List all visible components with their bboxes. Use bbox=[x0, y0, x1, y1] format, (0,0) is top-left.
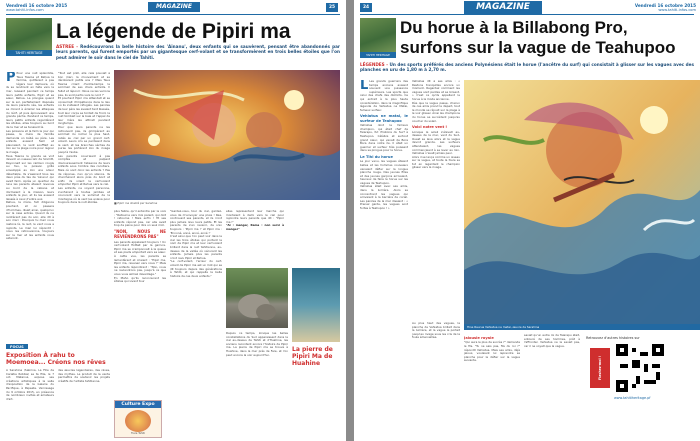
paragraph: elles représentent leur marche qui montaient à demi vers le ciel pour rejoindre leurs parents que dit : "Pipiri ma !" bbox=[226, 210, 284, 224]
paragraph: "Tout est prêt, elle cela pouvait à bon mari, la mouvement et se dérobèrent petits ans ? Mais Taua Taaroa criant d'entre-temps le sommeil de ses chers enfants. Il fallut et répond : Nous ne les verrons pas, ils sont partis vers le nord !" bbox=[58, 72, 110, 97]
paragraph: Le jour venu, les vagues étaient belles et les hommes nouveaux venaient défier sur la longue planche rouge. Des jeunes filles et des jeunes garçons arrivaient, heureux de faire le horue sur les vagues de Teahupoo. bbox=[360, 159, 408, 185]
paragraph: Lorsque le soleil s'élevait au-dessus de la mer, vent du Sud-Ouest se leva alors et la vague devint grande. Les surfeurs attendaient, les vagues commençaient à se lever au loin. Vehiatua n'avait jamais peur. bbox=[412, 129, 460, 156]
paragraph: Vehiatua était avec ses amis, dans la lumière. Alors se concentrent les vagues qui arrivaient à la barrière de corail. Les paroles de la mer disaient : « Prenez garde, les vagues sont fortes à Teahupoo ! » bbox=[360, 184, 408, 211]
paragraph: Les poissons et la faim le jour qui passe, la mère de famille demanda un bébé au père. Les enfants avaient faim et pleuraient, le vent soufflait au loin sur la plage noire pour régner le rivage. bbox=[6, 128, 54, 155]
paragraph: Alors il se lança comme un oiseau sur la vague, et toute la foule se tut en regardant le champion glisser vers le rivage. bbox=[412, 154, 460, 170]
column-4 bbox=[464, 334, 520, 434]
article-title: La légende de Pipiri ma bbox=[56, 20, 291, 43]
surf-artwork bbox=[464, 80, 700, 330]
lead-text: Redécouvrons la belle histoire des 'Ainanu', deux enfants qui se sauvèrent, pensant être abandonnés par leurs parents, qui furent emportés par un gigantesque cerf-volant et se transformèrent en trois belles étoiles que l'on peut admirer le soir dans le ciel de Tahiti. bbox=[56, 44, 340, 60]
column-3 bbox=[412, 322, 460, 432]
paragraph: Les enfants, ne voyant personne, s'enfuirent à toutes jambes et coururent vers le sommet de la montagne où le vent les enleva pour toujours dans la nuit étoilée. bbox=[58, 186, 110, 205]
paragraph: Les parents couvraient à pas comptés et palpant douloureusement l'absence de leurs enfants sous l'ombre des cocotiers. Mais où sont donc les enfants ? Pas de réponse, rien qu'un silence. Ils cherchèrent alors près du bord et enfin ils virent le cerf-volant emporter Pipiri et Rehua vers le ciel. bbox=[58, 153, 110, 187]
side-box-text bbox=[226, 332, 288, 402]
pull-quote: "NON, NOUS NE REVIENDRONS PAS" bbox=[114, 228, 166, 239]
focus-column-2 bbox=[58, 369, 110, 439]
lead-category: LÉGENDES - bbox=[360, 62, 388, 67]
illustration-art bbox=[114, 70, 340, 200]
focus-title: Exposition À rahu to Moemoea... Créons nos rêves bbox=[6, 352, 106, 367]
lead-text: Un des sports préférés des anciens Polynésiens était le horue (l'ancêtre du surf) qui consistait à glisser sur les vagues avec des planches en uru de 1,80 m à 2,70 m. bbox=[360, 62, 694, 73]
translation-note: "Ai : manger, Rama : non servi à manger" bbox=[226, 223, 284, 231]
paragraph: C'est ainsi que l'on peut voir dans le ciel les trois étoiles qui portent le nom de Pipiri ma et leur cerf-volant brillant dans la nuit tahitienne, au-dessus de la vallée où vécurent les enfants. Jamais plus les parents n'ont revu Pipiri et Rehua. bbox=[170, 234, 222, 260]
title-line-1: Du horue à la Billabong Pro, bbox=[400, 18, 628, 37]
ad-image bbox=[125, 410, 151, 432]
section-label: MAGAZINE bbox=[148, 2, 200, 12]
ad-caption: Tiare Tahiti bbox=[130, 432, 146, 435]
header-site: www.tahiti-infos.com bbox=[6, 8, 44, 12]
right-page bbox=[354, 0, 700, 441]
paragraph: Taua Taaroa la grande se vint devant un naseau laïc de Sinmitt, Rayonnait sur les cailloux rougis au feu, le poisson grillé enveloppé au loin une odeur délectable. Ils s'assirent tous les deux près du tas de 'Ainanu' qui avait faim. Après un quartier de lune les parents étaient revenus au bord de la cabane et dormaient à la maison, leurs enfants le jour, et ils les avaient laissés à ceux d'entre eux. bbox=[6, 153, 54, 201]
paragraph: Depuis ce temps, lorsque les belles constellations du Sud apparaissent dans le ciel au-dessus de Tahiti et d'Huahine, les anciens racontent encore l'histoire de Pipiri ma. La pierre de Pipiri ma se trouve à Huahine, dans la mer près de Fare, et l'on peut encore la voir aujourd'hui. bbox=[226, 332, 288, 357]
paragraph: Les grands guerriers des temps anciens avaient souvent une puissance supérieure. Les sports que celui des chefs des districts. Ce qui entrait à la plus haute considération, dans la magnifique légende de Vehiatua ne Matai, fameux surfeur. bbox=[360, 80, 408, 112]
column-1 bbox=[6, 72, 54, 340]
section-label: MAGAZINE bbox=[464, 1, 542, 14]
drop-cap: P bbox=[6, 72, 16, 85]
huahine-photo bbox=[292, 268, 340, 342]
subheading: Voici notre vent ! bbox=[412, 125, 448, 130]
paragraph: Vehiatua dont le fameux champion, qui était chef de Taiarapu, fut l'histoire du Surf à Teahupoo. Célèbre et surtout grand cœur, qui venait de Bora Bora dans notre île. Il était un guerrier et surfeur très puissant dans sa pirogue pour le horue. bbox=[360, 123, 408, 153]
paragraph: Pour que leurs parents ne les retrouvent pas, ils grimpèrent au sommet du rocher le plus haut, reliés au ciel par un grand cerf-volant. Leurs cris se perdaient dans le vent, et les branches sèches de purau les portèrent loin du rivage jusqu'à l'aube. bbox=[58, 124, 110, 155]
header-site: www.tahiti-infos.com bbox=[658, 8, 696, 12]
focus-tag: FOCUS bbox=[6, 344, 28, 349]
page-number: 24 bbox=[360, 3, 372, 12]
caption-text: Pipiri ma illustré par Sarahina bbox=[117, 201, 158, 205]
page-number: 25 bbox=[326, 3, 338, 12]
exhibition-ad bbox=[114, 400, 162, 438]
stone-art bbox=[226, 268, 288, 328]
pipiri-ma-stone-photo bbox=[226, 268, 288, 328]
column-1 bbox=[360, 80, 408, 415]
artwork-caption: Hine Raurua Vehiatua ne matai, œuvre de Sarahina bbox=[464, 324, 700, 330]
paragraph: Vehiatua dit à ses amis : « Restons tranquilles encore un moment. Regardez comment les vagues sont pentes et se brisent. » C'est ce qu'ils appellent le horue à la mode ancienne. bbox=[412, 80, 460, 101]
box-title-text: La pierre de Pipiri Ma de Huahine bbox=[292, 346, 333, 367]
qr-flash-label: Flashez-moi ! bbox=[590, 348, 610, 388]
pipiri-ma-illustration bbox=[114, 70, 340, 200]
column-5 bbox=[226, 210, 284, 266]
subheading: Le Tihi du horue bbox=[360, 154, 393, 159]
qr-url[interactable]: www.tahitiheritage.pf bbox=[614, 396, 651, 400]
subheading: Jalousie royale bbox=[464, 336, 494, 340]
paragraph: Au plus haut des vagues, la planche de Vehiatua brillait dans la lumière, et la vague le portait jusqu'au rivage sous les cris de la foule émerveillée. bbox=[412, 322, 460, 340]
header-date: Vendredi 16 octobre 2015 bbox=[6, 3, 68, 8]
side-box-title bbox=[292, 346, 340, 367]
paragraph: savait qu'un autre roi de Taiarapu était, entouré de ses hommes, prêt à l'affronter. Vehiatua ne le savait pas, car il ne voyait que la vague. bbox=[524, 334, 580, 348]
focus-column-1 bbox=[6, 369, 54, 439]
qr-intro: Retrouvez d'autres histoires sur bbox=[586, 336, 640, 340]
left-page bbox=[0, 0, 346, 441]
illustration-caption: ■ Pipiri ma illustré par Sarahina bbox=[114, 201, 158, 205]
author-label: TAHITI HERITAGE bbox=[360, 52, 396, 58]
drop-cap: L bbox=[360, 80, 369, 93]
paragraph: des œuvres légendaires, des rêves, des mythes. Le produit de la vente permettra de soutenir les projets créatifs de l'artiste tahitienne. bbox=[58, 369, 110, 383]
column-2 bbox=[412, 80, 460, 320]
author-label: TAHITI HERITAGE bbox=[6, 50, 52, 56]
paragraph: Pour une nuit splendide, Taua Taaroa et Rehua la femme, quittèrent à pas légers leur demeure, où ils se rendirent en hâte vers la mer, laissant pendant ce temps leurs petits enfants, Pipiri et sa sœur, Rehua. La plongée quand sur le sol, parfaitement disposés de leurs parents nés, les enfants se mirent à éclairer les attaques du récif, et puis éprouvaient une grande pêche. Pendant ce temps, leurs petits enfants regardèrent les étoiles, elles toujours au bord de la mer et se tenaient là. bbox=[6, 72, 54, 129]
header-divider bbox=[6, 14, 340, 15]
author-photo bbox=[360, 18, 396, 54]
paragraph: Les parents appelaient toujours ! Un cerf-volant flottait par la garrure. Pipiri ma se cramponnait à la queue et ses pieds emportait vers sa sœur. À cette vue, les parents se lamentèrent et criaient : "Pipiri ma, Pipiri ma, revenez vers nous !" Mais les enfants répondirent : "Non, nous ne reviendrons pas, jusqu'à ce que vous vous aimiez davantage." bbox=[114, 239, 166, 276]
paragraph: plus faible, qu'il enténtre par la voix : "Retourne vers moi parent, qui doit ! retourne ! Mais enfin ! fit ses enfants répond pas, car elle avait trop de peine pour dire un seul mot. bbox=[114, 210, 166, 228]
subheading: Vehiatua ne matai, le surfeur de Teahupoo bbox=[360, 114, 408, 123]
paragraph: Et pourtant Pipiri ma attendait et se consumait d'impatience dans le lieu où ils s'étaient réfugiés. Les paroles de leur père les avaient tant blessés, tout leur corps se tordait de froid, la nuit tombait sur la baie et l'appel de leur mère les attirait pendant longtemps. bbox=[58, 96, 110, 126]
qr-code[interactable] bbox=[616, 344, 664, 392]
paragraph: En Maho qu'ils reconnurent les étoiles qui vivent tour bbox=[114, 275, 166, 284]
paragraph: À Sarahina (Sabrina, La Fille de Caraïbe Robbie) se ta fille, le 7 oct. Matainui, expose ses créations artistiques à la salle d'exposition de la Galerie du Pacifique, à Papeete. Vernissage du 9 octobre 2015, en présence de nombreux invités et amateurs d'art. bbox=[6, 369, 54, 401]
lead-category: ASTREE - bbox=[56, 44, 78, 49]
paragraph: Dès que la vague passe, chacun de ces amis prend le départ, tout le monde se réjouit sur la plage à le voir glisser. Ainsi les champions du horue se succèdent jusqu'au coucher du soleil. bbox=[412, 100, 460, 123]
paragraph: Rehua, la mère, fait diligence pourtant, et on passera d'hommes, disait ainsi, quelqu'un sur la case entrée. Quand ils ne rentrèrent pas du soir, elle dit à son mari : Pourquoi tu mari nous restons là, la nuit, le vent nous a rejoints. Le mari lui répondit : nous les retrouverons, toujours sur la mer et les enfants nous aideront. bbox=[6, 200, 54, 241]
paragraph: "Qui aura le plus de succès ?" demanda le fils. "Tu ne sais pas, fils du roi ?" répondit Vehiatua. Mais ses amis, déjà jaloux, voulaient lui reprendre sa planche pour le défier sur la vague suivante. bbox=[464, 340, 520, 363]
column-4 bbox=[170, 210, 222, 400]
paragraph: "Le cerf-volant, l'erreur du cerf-volant de Pipiri ma est un mot qui se dit toujours depuis des générations à Tahiti, et qui rappelle la belle histoire de ces deux enfants." bbox=[170, 259, 222, 278]
column-3 bbox=[114, 210, 166, 396]
surf-art bbox=[464, 80, 700, 330]
column-5 bbox=[524, 334, 580, 434]
header-divider bbox=[360, 14, 694, 15]
author-photo bbox=[6, 18, 52, 52]
paragraph: "Gardez-vous, tour du ciel, gardez-vous de m'envoyer une pluie ! Rea, continuant ses parents, et ils n'ont plus jamais revu leurs petits. Et les parents de s'en revenir, de s'en toujours : 'Pipiri ma !' et Pipiri ma : 'Ennoné, enné, enné, enné !' bbox=[170, 210, 222, 235]
article-lead bbox=[56, 44, 340, 60]
header-date: Vendredi 16 octobre 2015 bbox=[634, 3, 696, 8]
title-line-2: surfons sur la vague de Teahupoo bbox=[400, 38, 676, 57]
qr-box bbox=[586, 336, 696, 436]
article-lead bbox=[360, 62, 694, 73]
ad-title: Culture Expo bbox=[115, 401, 161, 408]
